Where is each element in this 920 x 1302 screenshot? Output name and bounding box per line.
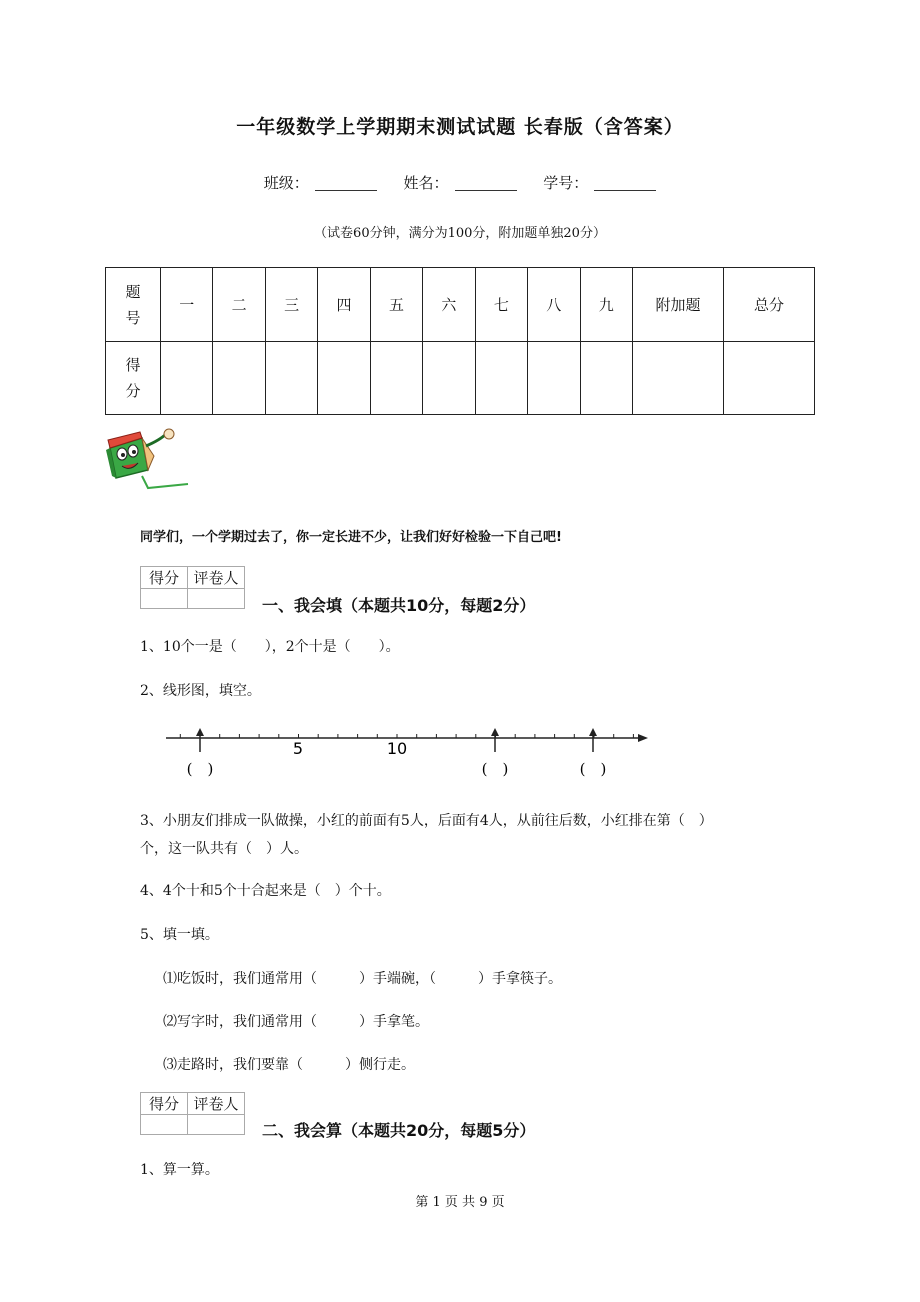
page-title: 一年级数学上学期期末测试试题 长春版（含答案）: [236, 116, 684, 138]
number-line-arrow: [638, 734, 648, 742]
question-1-3-line2: 个，这一队共有（ ）人。: [140, 841, 308, 857]
score-table-header-row: [106, 268, 815, 342]
score-cell[interactable]: [633, 342, 724, 415]
section-1-title: 一、我会填（本题共10分，每题2分）: [262, 596, 536, 615]
marker-2-arrow: [491, 728, 499, 736]
score-cell[interactable]: [724, 342, 815, 415]
score-cell[interactable]: [370, 342, 422, 415]
student-id-label: 学号：: [543, 174, 589, 192]
grader-score-label: 得分: [141, 1093, 188, 1115]
question-2-1: 1、算一算。: [140, 1162, 219, 1178]
greeting-text: 同学们，一个学期过去了，你一定长进不少，让我们好好检验一下自己吧!: [140, 530, 562, 545]
grader-box-1: [140, 566, 245, 609]
question-1-3-line1: 3、小朋友们排成一队做操，小红的前面有5人，后面有4人，从前往后数，小红排在第（ ）: [140, 813, 713, 829]
question-1-5-2: ⑵写字时，我们通常用（ ）手拿笔。: [163, 1014, 429, 1030]
col-header: 八: [528, 268, 580, 342]
class-blank[interactable]: [315, 176, 377, 191]
question-1-5-1: ⑴吃饭时，我们通常用（ ）手端碗，（ ）手拿筷子。: [163, 971, 562, 987]
col-header: 一: [161, 268, 213, 342]
name-blank[interactable]: [455, 176, 517, 191]
col-header: 附加题: [633, 268, 724, 342]
label-10: 10: [386, 739, 408, 758]
score-table: [105, 267, 815, 415]
grader-name-cell[interactable]: [188, 589, 245, 609]
question-1-5-3: ⑶走路时，我们要靠（ ）侧行走。: [163, 1057, 415, 1073]
row-header-score: 得 分: [106, 342, 161, 415]
label-5: 5: [292, 739, 304, 758]
student-info: [0, 172, 920, 193]
score-cell[interactable]: [161, 342, 213, 415]
score-table-score-row: [106, 342, 815, 415]
student-id-blank[interactable]: [594, 176, 656, 191]
blank-2: ( ): [481, 760, 509, 778]
question-1-2: 2、线形图，填空。: [140, 683, 261, 699]
grader-box-2: [140, 1092, 245, 1135]
marker-3-arrow: [589, 728, 597, 736]
col-header: 三: [265, 268, 317, 342]
grader-score-cell[interactable]: [141, 589, 188, 609]
name-label: 姓名：: [403, 174, 449, 192]
grader-name-cell[interactable]: [188, 1115, 245, 1135]
score-cell[interactable]: [423, 342, 475, 415]
score-cell[interactable]: [213, 342, 265, 415]
score-cell[interactable]: [528, 342, 580, 415]
blank-3: ( ): [579, 760, 607, 778]
score-cell[interactable]: [580, 342, 633, 415]
marker-1-arrow: [196, 728, 204, 736]
col-header: 二: [213, 268, 265, 342]
col-header: 六: [423, 268, 475, 342]
section-2-title: 二、我会算（本题共20分，每题5分）: [262, 1121, 536, 1140]
score-cell[interactable]: [265, 342, 317, 415]
grader-score-cell[interactable]: [141, 1115, 188, 1135]
score-cell[interactable]: [475, 342, 527, 415]
col-header: 九: [580, 268, 633, 342]
grader-name-label: 评卷人: [188, 1093, 245, 1115]
score-cell[interactable]: [318, 342, 370, 415]
question-1-1: 1、10个一是（ ），2个十是（ ）。: [140, 639, 400, 655]
question-1-5: 5、填一填。: [140, 927, 219, 943]
col-header: 五: [370, 268, 422, 342]
col-header: 总分: [724, 268, 815, 342]
class-label: 班级：: [263, 174, 309, 192]
question-1-4: 4、4个十和5个十合起来是（ ）个十。: [140, 883, 391, 899]
page-footer: 第 1 页 共 9 页: [415, 1195, 505, 1210]
exam-note: （试卷60分钟，满分为100分，附加题单独20分）: [314, 226, 606, 241]
pencil-mascot-icon: [102, 426, 192, 496]
row-header-question: 题 号: [106, 268, 161, 342]
grader-name-label: 评卷人: [188, 567, 245, 589]
col-header: 七: [475, 268, 527, 342]
blank-1: ( ): [186, 760, 214, 778]
col-header: 四: [318, 268, 370, 342]
grader-score-label: 得分: [141, 567, 188, 589]
number-line: [160, 722, 660, 782]
